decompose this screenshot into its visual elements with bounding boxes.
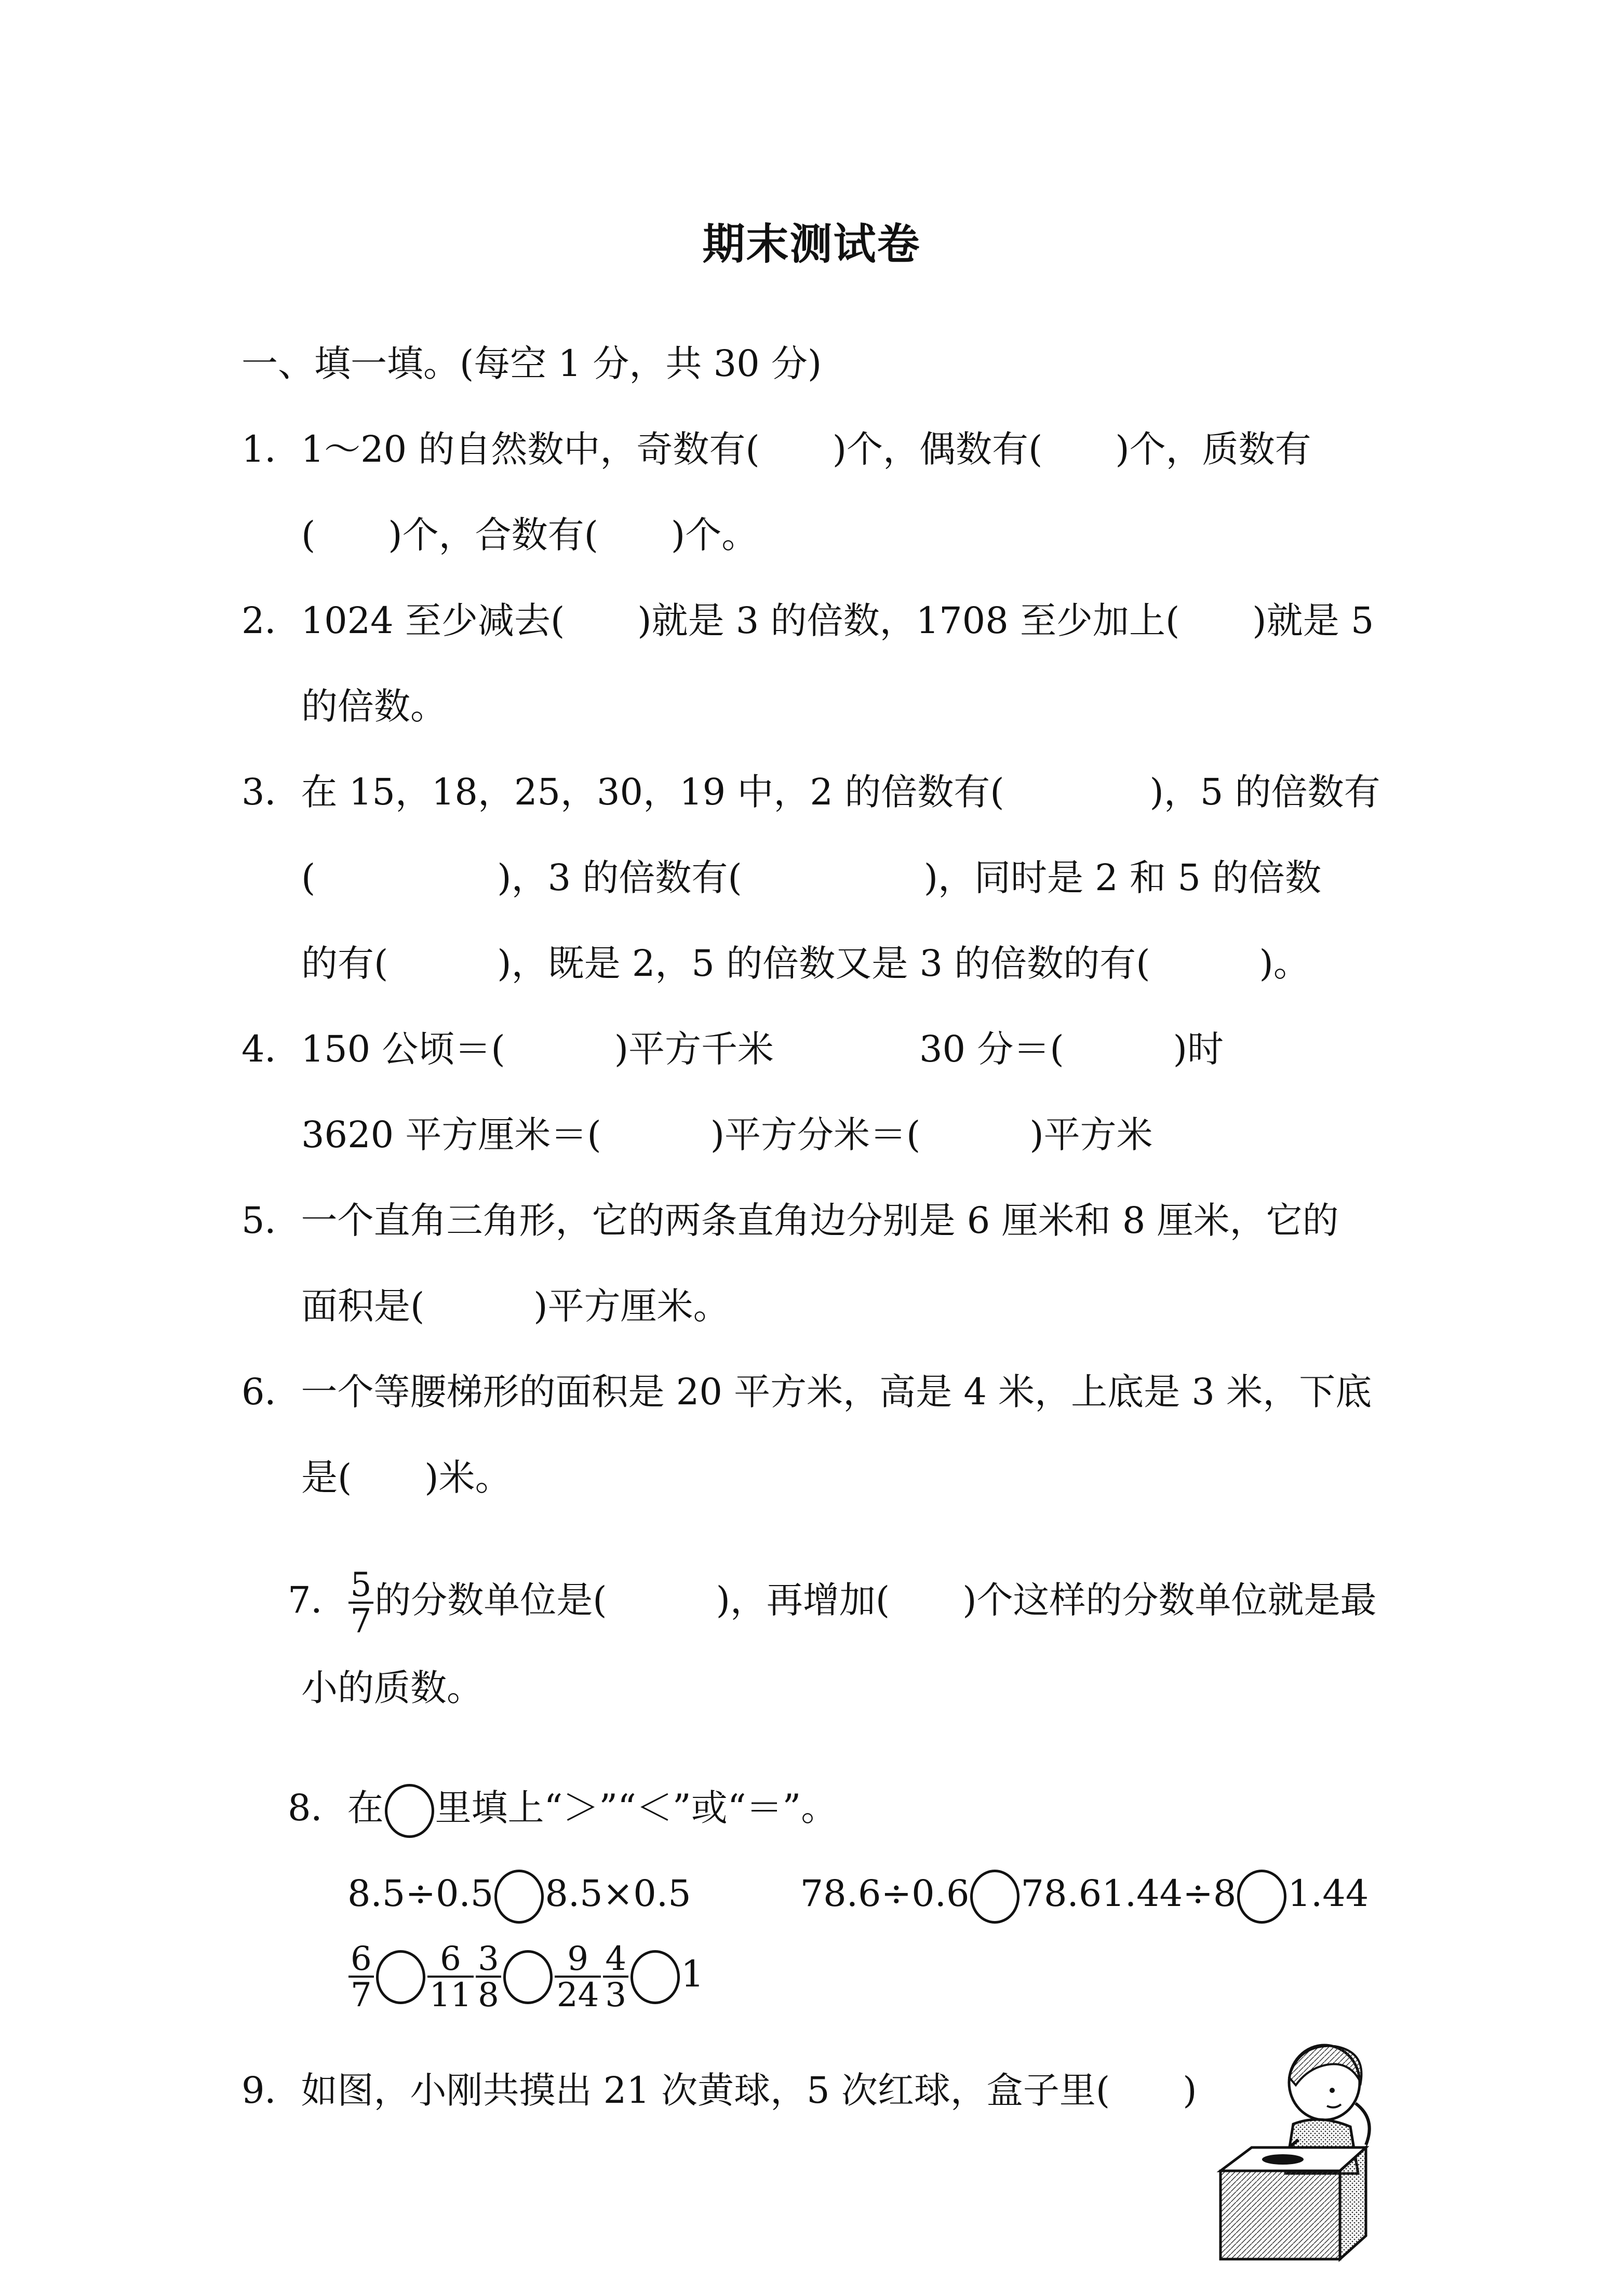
question-number: 6． bbox=[242, 1371, 301, 1413]
instruction-post: 里填上“＞”“＜”或“＝”。 bbox=[435, 1787, 838, 1829]
question-number: 4． bbox=[242, 1028, 301, 1070]
expr: 1 bbox=[681, 1953, 704, 1995]
fraction-denominator: 7 bbox=[348, 1976, 374, 2012]
question-number: 9． bbox=[242, 2069, 301, 2112]
question-text: 1～20 的自然数中，奇数有( )个，偶数有( )个，质数有 bbox=[301, 428, 1311, 471]
fraction-denominator: 3 bbox=[603, 1976, 628, 2012]
fraction bbox=[555, 1940, 601, 2015]
question-number: 1． bbox=[242, 428, 301, 471]
question-5-line-1 bbox=[242, 1199, 1339, 1242]
answer-circle[interactable] bbox=[631, 1950, 680, 2004]
question-number: 3． bbox=[242, 771, 301, 813]
expr: 78.6÷0.6 bbox=[800, 1872, 970, 1915]
question-1-line-2: ( )个，合数有( )个。 bbox=[301, 514, 758, 556]
question-4-line-1b: 30 分＝( )时 bbox=[919, 1028, 1224, 1070]
question-6-line-1 bbox=[242, 1371, 1372, 1413]
fraction-numerator: 4 bbox=[605, 1940, 627, 1978]
question-3-line-2: ( )，3 的倍数有( )，同时是 2 和 5 的倍数 bbox=[301, 856, 1322, 899]
fraction-denominator: 8 bbox=[476, 1976, 501, 2012]
question-4-line-1 bbox=[242, 1028, 774, 1070]
page-title: 期末测试卷 bbox=[702, 220, 921, 269]
question-text: 1024 至少减去( )就是 3 的倍数，1708 至少加上( )就是 5 bbox=[301, 599, 1374, 642]
box-front bbox=[1220, 2171, 1340, 2259]
fraction bbox=[427, 1940, 474, 2015]
question-1-line-1 bbox=[242, 428, 1311, 471]
fraction-denominator: 24 bbox=[555, 1976, 601, 2012]
question-text: 一个等腰梯形的面积是 20 平方米，高是 4 米，上底是 3 米，下底 bbox=[301, 1371, 1372, 1413]
answer-circle[interactable] bbox=[503, 1950, 553, 2004]
fraction bbox=[476, 1940, 501, 2015]
compare-circle-icon bbox=[385, 1784, 434, 1838]
question-text: 的分数单位是( )，再增加( )个这样的分数单位就是最 bbox=[374, 1579, 1377, 1621]
fraction-denominator: 7 bbox=[348, 1602, 374, 1638]
instruction-pre: 在 bbox=[347, 1787, 384, 1829]
question-9-line-1 bbox=[242, 2069, 1197, 2112]
question-text: 一个直角三角形，它的两条直角边分别是 6 厘米和 8 厘米，它的 bbox=[301, 1199, 1339, 1242]
fraction-numerator: 3 bbox=[478, 1940, 499, 1978]
fraction-numerator: 9 bbox=[567, 1940, 588, 1978]
fraction-numerator: 6 bbox=[440, 1940, 461, 1978]
question-number: 5． bbox=[242, 1199, 301, 1242]
question-text-a: 150 公顷＝( )平方千米 bbox=[301, 1028, 774, 1070]
answer-circle[interactable] bbox=[376, 1950, 425, 2004]
expr: 8.5÷0.5 bbox=[347, 1872, 494, 1915]
fraction-numerator: 5 bbox=[350, 1566, 372, 1604]
expr: 8.5×0.5 bbox=[545, 1872, 691, 1915]
question-3-line-1 bbox=[242, 771, 1380, 813]
fraction-numerator: 6 bbox=[351, 1940, 372, 1978]
question-3-line-3: 的有( )，既是 2，5 的倍数又是 3 的倍数的有( )。 bbox=[301, 942, 1310, 985]
question-4-line-2: 3620 平方厘米＝( )平方分米＝( )平方米 bbox=[301, 1113, 1153, 1156]
question-text: 如图，小刚共摸出 21 次黄球，5 次红球，盒子里( ) bbox=[301, 2069, 1197, 2112]
question-8-row-2 bbox=[301, 1906, 704, 2048]
question-2-line-1 bbox=[242, 599, 1374, 642]
expr: 78.6 bbox=[1021, 1872, 1102, 1915]
question-text: 在 15，18，25，30，19 中，2 的倍数有( )，5 的倍数有 bbox=[301, 771, 1380, 813]
expr: 1.44÷8 bbox=[1102, 1872, 1237, 1915]
section-header: 一、填一填。(每空 1 分，共 30 分) bbox=[242, 342, 822, 385]
box-hole bbox=[1262, 2154, 1304, 2165]
question-7-line-2: 小的质数。 bbox=[301, 1667, 483, 1709]
question-number: 7． bbox=[288, 1579, 347, 1621]
boy-arm bbox=[1356, 2103, 1370, 2145]
answer-circle[interactable] bbox=[1237, 1870, 1286, 1924]
boy-with-box-illustration bbox=[1210, 2041, 1407, 2270]
question-7-line-1 bbox=[242, 1532, 1377, 1674]
question-number: 8． bbox=[288, 1787, 347, 1829]
fraction bbox=[603, 1940, 628, 2015]
question-6-line-2: 是( )米。 bbox=[301, 1456, 512, 1499]
question-5-line-2: 面积是( )平方厘米。 bbox=[301, 1285, 730, 1327]
expr: 1.44 bbox=[1287, 1872, 1369, 1915]
question-number: 2． bbox=[242, 599, 301, 642]
fraction bbox=[348, 1566, 374, 1641]
answer-circle[interactable] bbox=[970, 1870, 1020, 1924]
question-2-line-2: 的倍数。 bbox=[301, 685, 447, 728]
fraction-denominator: 11 bbox=[427, 1976, 474, 2012]
fraction bbox=[348, 1940, 374, 2015]
